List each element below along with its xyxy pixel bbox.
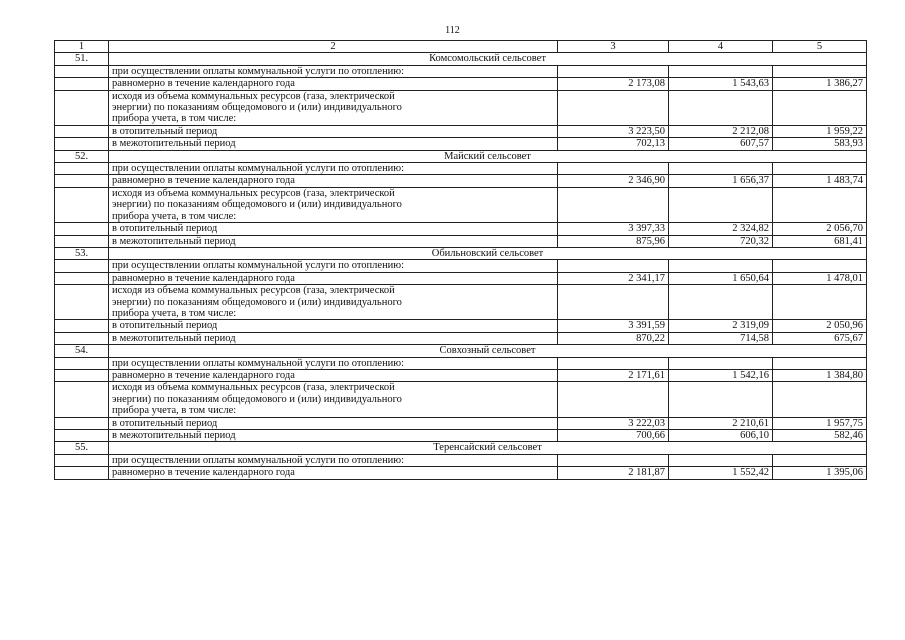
row-label: при осуществлении оплаты коммунальной услуги по отоплению: xyxy=(109,357,558,369)
value-col5: 1 483,74 xyxy=(773,175,867,187)
value-col3: 870,22 xyxy=(558,332,669,344)
row-label: исходя из объема коммунальных ресурсов (газа, электрической энергии) по показаниям общедомового и (или) индивидуального прибора учета, в том числе: xyxy=(109,382,558,417)
row-number-cell xyxy=(55,285,109,320)
value-col5 xyxy=(773,357,867,369)
row-number-cell xyxy=(55,454,109,466)
section-header-row xyxy=(55,150,867,162)
table-row xyxy=(55,467,867,479)
header-cell: 1 xyxy=(55,41,109,53)
section-number: 55. xyxy=(55,442,109,454)
table-row xyxy=(55,90,867,125)
value-col3 xyxy=(558,454,669,466)
value-col4: 2 319,09 xyxy=(669,320,773,332)
row-number-cell xyxy=(55,417,109,429)
section-header-row xyxy=(55,442,867,454)
row-number-cell xyxy=(55,260,109,272)
section-number: 51. xyxy=(55,53,109,65)
value-col5 xyxy=(773,187,867,222)
value-col4 xyxy=(669,357,773,369)
row-number-cell xyxy=(55,430,109,442)
value-col3 xyxy=(558,285,669,320)
table-row xyxy=(55,430,867,442)
tariff-table xyxy=(54,40,867,480)
row-label: при осуществлении оплаты коммунальной услуги по отоплению: xyxy=(109,260,558,272)
value-col3 xyxy=(558,260,669,272)
row-label: в межотопительный период xyxy=(109,430,558,442)
value-col5: 2 050,96 xyxy=(773,320,867,332)
value-col5 xyxy=(773,260,867,272)
value-col4 xyxy=(669,260,773,272)
row-label: при осуществлении оплаты коммунальной услуги по отоплению: xyxy=(109,454,558,466)
section-title: Комсомольский сельсовет xyxy=(109,53,867,65)
value-col5 xyxy=(773,382,867,417)
value-col4: 606,10 xyxy=(669,430,773,442)
value-col3 xyxy=(558,382,669,417)
value-col4 xyxy=(669,285,773,320)
value-col3: 702,13 xyxy=(558,138,669,150)
row-label: в межотопительный период xyxy=(109,332,558,344)
section-title: Теренсайский сельсовет xyxy=(109,442,867,454)
table-row xyxy=(55,235,867,247)
row-label: в отопительный период xyxy=(109,320,558,332)
value-col4: 2 324,82 xyxy=(669,223,773,235)
section-number: 53. xyxy=(55,247,109,259)
header-cell: 4 xyxy=(669,41,773,53)
section-title: Майский сельсовет xyxy=(109,150,867,162)
section-header-row xyxy=(55,53,867,65)
row-label: при осуществлении оплаты коммунальной услуги по отоплению: xyxy=(109,163,558,175)
table-row xyxy=(55,223,867,235)
header-cell: 3 xyxy=(558,41,669,53)
value-col5: 1 384,80 xyxy=(773,369,867,381)
row-number-cell xyxy=(55,272,109,284)
row-label: в межотопительный период xyxy=(109,235,558,247)
value-col3: 2 346,90 xyxy=(558,175,669,187)
value-col5: 583,93 xyxy=(773,138,867,150)
table-body xyxy=(55,41,867,480)
row-number-cell xyxy=(55,235,109,247)
table-row xyxy=(55,320,867,332)
table-header-row xyxy=(55,41,867,53)
value-col4 xyxy=(669,454,773,466)
value-col4 xyxy=(669,187,773,222)
value-col3 xyxy=(558,357,669,369)
row-number-cell xyxy=(55,369,109,381)
table-row xyxy=(55,78,867,90)
value-col4 xyxy=(669,163,773,175)
row-number-cell xyxy=(55,332,109,344)
value-col4 xyxy=(669,65,773,77)
value-col3 xyxy=(558,187,669,222)
value-col5: 1 478,01 xyxy=(773,272,867,284)
table-row xyxy=(55,417,867,429)
value-col3: 3 391,59 xyxy=(558,320,669,332)
header-cell: 2 xyxy=(109,41,558,53)
row-label: равномерно в течение календарного года xyxy=(109,467,558,479)
section-number: 54. xyxy=(55,345,109,357)
row-number-cell xyxy=(55,175,109,187)
row-label: исходя из объема коммунальных ресурсов (газа, электрической энергии) по показаниям общедомового и (или) индивидуального прибора учета, в том числе: xyxy=(109,285,558,320)
value-col5: 582,46 xyxy=(773,430,867,442)
value-col4: 1 552,42 xyxy=(669,467,773,479)
table-row xyxy=(55,163,867,175)
row-number-cell xyxy=(55,223,109,235)
table-row xyxy=(55,285,867,320)
value-col4: 1 656,37 xyxy=(669,175,773,187)
table-row xyxy=(55,272,867,284)
value-col5: 2 056,70 xyxy=(773,223,867,235)
value-col4 xyxy=(669,90,773,125)
value-col3 xyxy=(558,90,669,125)
section-title: Обильновский сельсовет xyxy=(109,247,867,259)
table-row xyxy=(55,369,867,381)
value-col4: 1 650,64 xyxy=(669,272,773,284)
value-col4: 2 210,61 xyxy=(669,417,773,429)
row-number-cell xyxy=(55,357,109,369)
value-col3: 2 173,08 xyxy=(558,78,669,90)
value-col5: 1 959,22 xyxy=(773,125,867,137)
value-col4: 714,58 xyxy=(669,332,773,344)
value-col3: 875,96 xyxy=(558,235,669,247)
row-number-cell xyxy=(55,138,109,150)
value-col5: 1 957,75 xyxy=(773,417,867,429)
table-row xyxy=(55,175,867,187)
row-label: в отопительный период xyxy=(109,125,558,137)
value-col5 xyxy=(773,65,867,77)
row-number-cell xyxy=(55,78,109,90)
row-number-cell xyxy=(55,467,109,479)
table-row xyxy=(55,332,867,344)
table-row xyxy=(55,382,867,417)
table-row xyxy=(55,260,867,272)
value-col4: 1 542,16 xyxy=(669,369,773,381)
value-col5 xyxy=(773,163,867,175)
value-col5 xyxy=(773,454,867,466)
value-col4: 2 212,08 xyxy=(669,125,773,137)
row-number-cell xyxy=(55,163,109,175)
header-cell: 5 xyxy=(773,41,867,53)
value-col5 xyxy=(773,90,867,125)
row-label: в отопительный период xyxy=(109,417,558,429)
value-col5 xyxy=(773,285,867,320)
row-label: исходя из объема коммунальных ресурсов (газа, электрической энергии) по показаниям общедомового и (или) индивидуального прибора учета, в том числе: xyxy=(109,90,558,125)
row-number-cell xyxy=(55,320,109,332)
row-number-cell xyxy=(55,90,109,125)
value-col3: 2 171,61 xyxy=(558,369,669,381)
row-label: равномерно в течение календарного года xyxy=(109,272,558,284)
table-row xyxy=(55,357,867,369)
value-col5: 675,67 xyxy=(773,332,867,344)
row-label: равномерно в течение календарного года xyxy=(109,369,558,381)
section-header-row xyxy=(55,247,867,259)
page-number: 112 xyxy=(445,25,460,36)
value-col5: 681,41 xyxy=(773,235,867,247)
value-col3: 700,66 xyxy=(558,430,669,442)
table-row xyxy=(55,65,867,77)
value-col4: 720,32 xyxy=(669,235,773,247)
section-title: Совхозный сельсовет xyxy=(109,345,867,357)
row-label: исходя из объема коммунальных ресурсов (газа, электрической энергии) по показаниям общедомового и (или) индивидуального прибора учета, в том числе: xyxy=(109,187,558,222)
value-col5: 1 395,06 xyxy=(773,467,867,479)
value-col3: 3 397,33 xyxy=(558,223,669,235)
table-row xyxy=(55,125,867,137)
value-col3: 2 181,87 xyxy=(558,467,669,479)
row-label: при осуществлении оплаты коммунальной услуги по отоплению: xyxy=(109,65,558,77)
row-label: равномерно в течение календарного года xyxy=(109,175,558,187)
row-number-cell xyxy=(55,125,109,137)
value-col4: 1 543,63 xyxy=(669,78,773,90)
row-label: равномерно в течение календарного года xyxy=(109,78,558,90)
row-label: в межотопительный период xyxy=(109,138,558,150)
value-col3: 3 222,03 xyxy=(558,417,669,429)
value-col3 xyxy=(558,65,669,77)
section-number: 52. xyxy=(55,150,109,162)
row-number-cell xyxy=(55,187,109,222)
section-header-row xyxy=(55,345,867,357)
table-row xyxy=(55,454,867,466)
value-col3 xyxy=(558,163,669,175)
row-label: в отопительный период xyxy=(109,223,558,235)
table-row xyxy=(55,138,867,150)
value-col4 xyxy=(669,382,773,417)
row-number-cell xyxy=(55,382,109,417)
value-col3: 3 223,50 xyxy=(558,125,669,137)
row-number-cell xyxy=(55,65,109,77)
value-col3: 2 341,17 xyxy=(558,272,669,284)
value-col4: 607,57 xyxy=(669,138,773,150)
value-col5: 1 386,27 xyxy=(773,78,867,90)
table-row xyxy=(55,187,867,222)
